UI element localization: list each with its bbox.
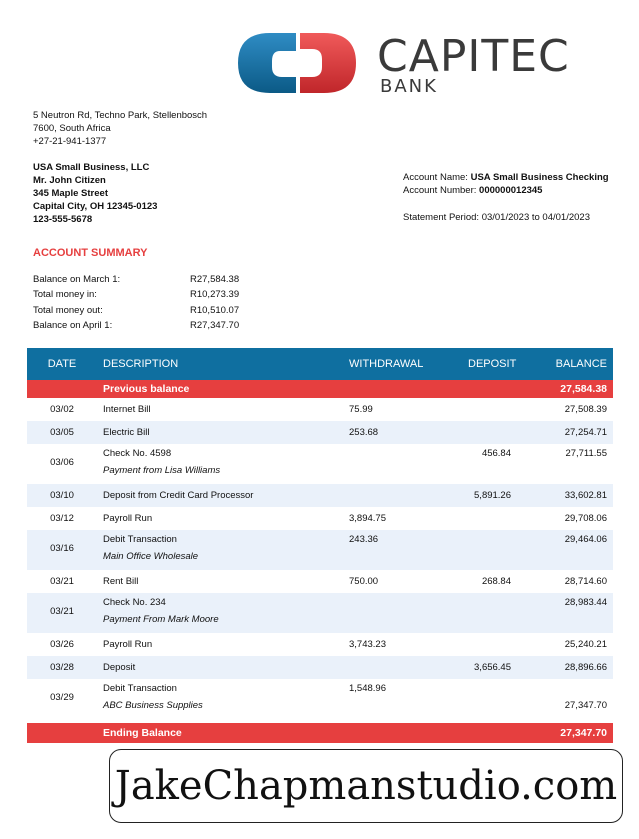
row-description: Deposit (103, 662, 136, 673)
row-balance: 27,254.71 (564, 427, 607, 438)
row-withdrawal: 3,743.23 (349, 639, 386, 650)
row-date: 03/05 (50, 427, 74, 438)
previous-balance-value: 27,584.38 (560, 383, 607, 395)
transactions-table (27, 348, 613, 743)
row-subdescription: Main Office Wholesale (103, 551, 199, 562)
row-deposit: 3,656.45 (474, 662, 511, 673)
row-date: 03/26 (50, 639, 74, 650)
row-deposit: 5,891.26 (474, 490, 511, 501)
table-row (27, 444, 613, 484)
row-withdrawal: 3,894.75 (349, 513, 386, 524)
watermark: JakeChapmanstudio.com (109, 749, 623, 823)
row-description: Payroll Run (103, 639, 153, 650)
table-row (27, 656, 613, 679)
logo-title: CAPITEC (377, 31, 570, 82)
row-description: Debit Transaction (103, 683, 177, 694)
table-row (27, 570, 613, 593)
table-body (27, 398, 613, 719)
row-deposit: 268.84 (481, 576, 511, 587)
row-description: Check No. 4598 (103, 448, 172, 459)
address-line: 7600, South Africa (33, 123, 111, 134)
ending-balance-row (27, 723, 613, 743)
customer-line: Mr. John Citizen (33, 175, 106, 186)
table-header (27, 348, 613, 380)
row-subdescription: Payment from Lisa Williams (103, 465, 221, 476)
table-row (27, 633, 613, 656)
row-balance: 33,602.81 (564, 490, 607, 501)
table-row (27, 679, 613, 719)
header-description: DESCRIPTION (103, 358, 179, 370)
header-deposit: DEPOSIT (468, 358, 517, 370)
header-date: DATE (47, 358, 77, 370)
row-balance: 27,711.55 (565, 448, 607, 459)
customer-line: 345 Maple Street (33, 188, 108, 199)
capitec-logo (236, 31, 616, 101)
header-balance: BALANCE (555, 358, 607, 370)
row-description: Internet Bill (103, 404, 151, 415)
address-line: 5 Neutron Rd, Techno Park, Stellenbosch (33, 110, 208, 121)
table-row (27, 484, 613, 507)
table-row (27, 530, 613, 570)
statement-period: Statement Period: 03/01/2023 to 04/01/2023 (403, 212, 590, 223)
row-description: Payroll Run (103, 513, 153, 524)
row-withdrawal: 243.36 (349, 534, 379, 545)
row-balance: 29,708.06 (564, 513, 607, 524)
row-description: Check No. 234 (103, 597, 166, 608)
row-balance: 27,508.39 (564, 404, 607, 415)
previous-balance-row (27, 380, 613, 398)
row-balance: 28,714.60 (564, 576, 607, 587)
customer-line: Capital City, OH 12345-0123 (33, 201, 158, 212)
row-deposit: 456.84 (481, 448, 511, 459)
summary-title: ACCOUNT SUMMARY (33, 247, 148, 259)
row-date: 03/02 (50, 404, 74, 415)
row-date: 03/06 (50, 457, 74, 468)
row-date: 03/21 (50, 606, 74, 617)
row-description: Deposit from Credit Card Processor (103, 490, 254, 501)
ending-balance-value: 27,347.70 (560, 727, 607, 739)
row-date: 03/12 (50, 513, 74, 524)
row-description: Debit Transaction (103, 534, 177, 545)
row-balance: 27,347.70 (564, 700, 607, 711)
logo-subtitle: BANK (380, 76, 438, 97)
row-date: 03/28 (50, 662, 74, 673)
row-description: Rent Bill (103, 576, 139, 587)
ending-balance-label: Ending Balance (103, 727, 182, 739)
row-balance: 25,240.21 (564, 639, 607, 650)
row-withdrawal: 75.99 (349, 404, 373, 415)
table-row (27, 421, 613, 444)
row-date: 03/29 (50, 692, 74, 703)
table-row (27, 593, 613, 633)
row-date: 03/16 (50, 543, 74, 554)
address-line: +27-21-941-1377 (33, 136, 107, 147)
previous-balance-label: Previous balance (103, 383, 190, 395)
row-description: Electric Bill (103, 427, 150, 438)
row-date: 03/10 (50, 490, 74, 501)
row-balance: 28,896.66 (564, 662, 607, 673)
row-balance: 29,464.06 (564, 534, 607, 545)
bank-address (33, 109, 207, 148)
customer-line: USA Small Business, LLC (33, 162, 150, 173)
customer-address (33, 161, 157, 226)
table-row (27, 398, 613, 421)
row-subdescription: Payment From Mark Moore (103, 614, 219, 625)
row-withdrawal: 253.68 (349, 427, 379, 438)
row-subdescription: ABC Business Supplies (103, 700, 203, 711)
row-balance: 28,983.44 (564, 597, 607, 608)
table-row (27, 507, 613, 530)
row-withdrawal: 750.00 (349, 576, 379, 587)
account-info (403, 171, 609, 224)
account-name: Account Name: USA Small Business Checking (403, 172, 609, 183)
capitec-logo-icon (236, 31, 358, 95)
row-withdrawal: 1,548.96 (349, 683, 386, 694)
row-date: 03/21 (50, 576, 74, 587)
header-withdrawal: WITHDRAWAL (349, 358, 424, 370)
account-number: Account Number: 000000012345 (403, 185, 543, 196)
customer-line: 123-555-5678 (33, 214, 93, 225)
